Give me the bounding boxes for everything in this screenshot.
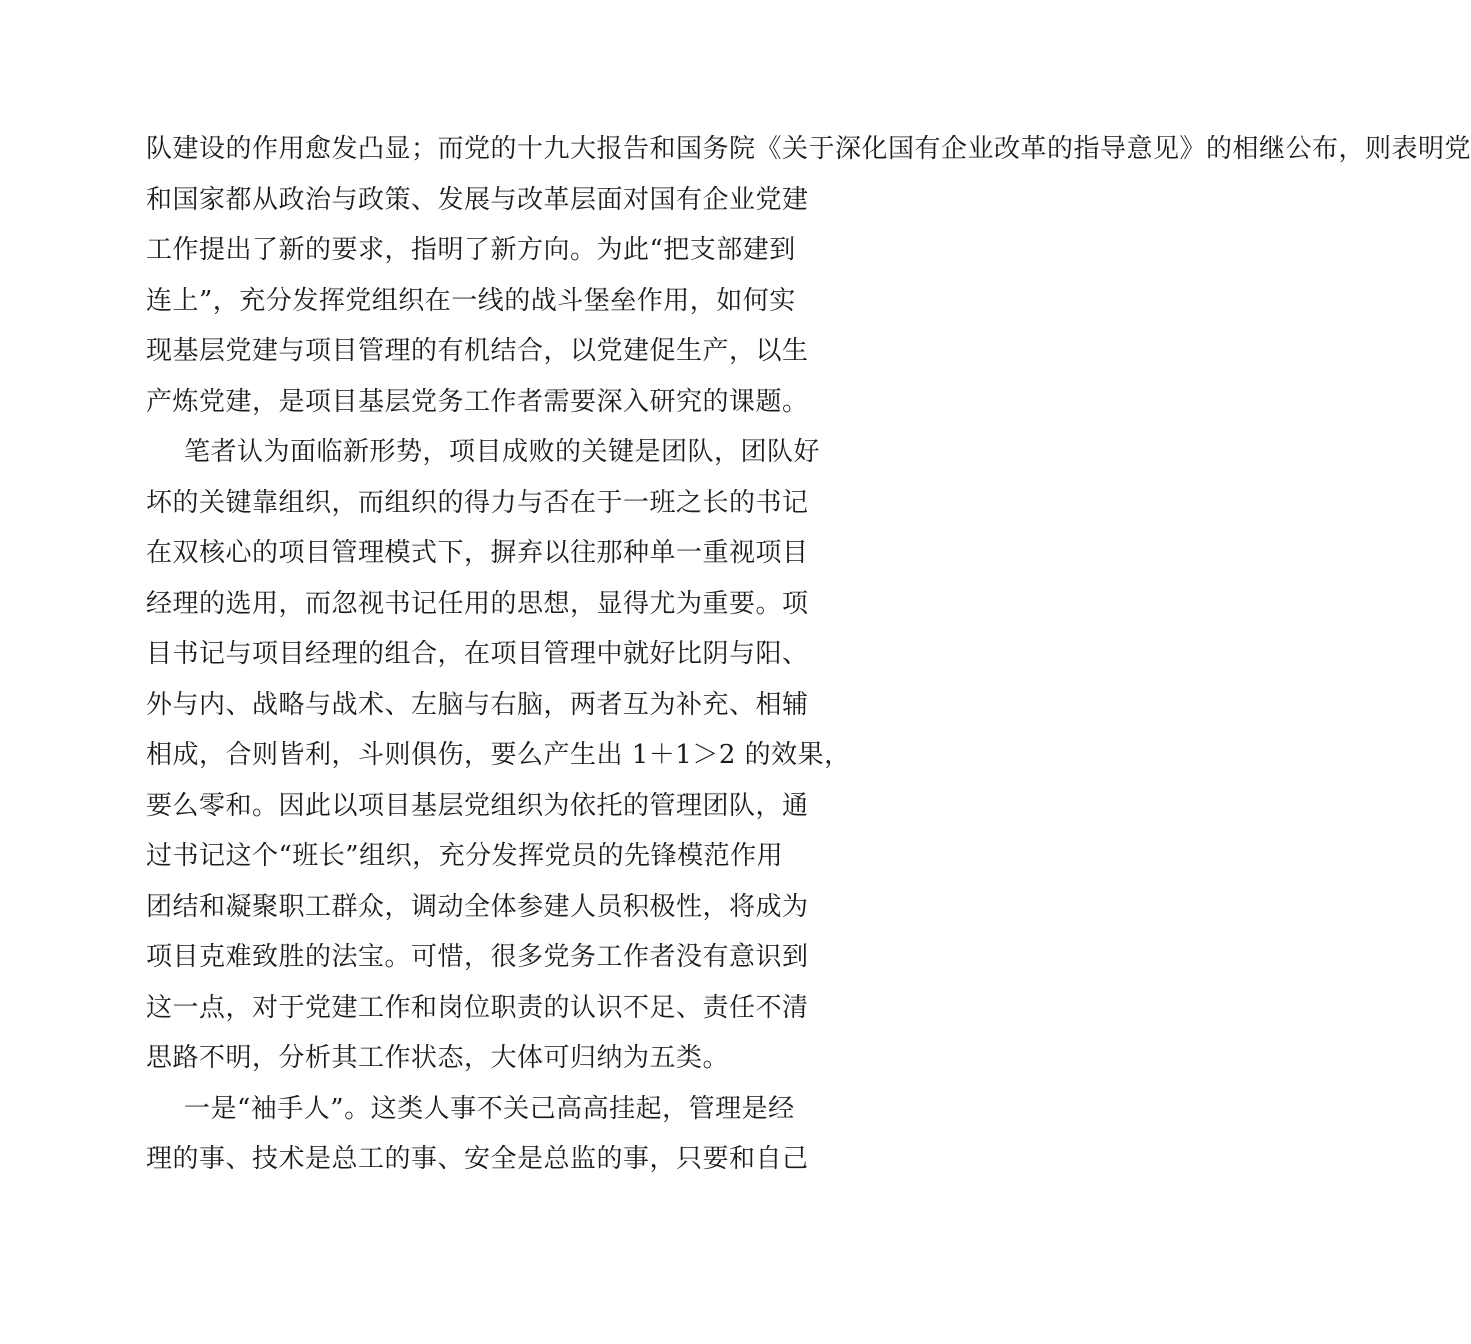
line-text: 相成，合则皆利，斗则俱伤，要么产生出 1＋1＞2 的效果，	[146, 740, 851, 770]
line-text: 现基层党建与项目管理的有机结合，以党建促生产，以生	[146, 336, 809, 366]
line-text: 连上”，充分发挥党组织在一线的战斗堡垒作用，如何实	[146, 285, 796, 316]
text-line	[146, 938, 816, 989]
text-line	[146, 1039, 816, 1090]
text-line	[146, 332, 816, 383]
line-text: 一是“袖手人”。这类人事不关己高高挂起，管理是经	[184, 1093, 795, 1124]
text-line	[146, 534, 816, 585]
line-text: 工作提出了新的要求，指明了新方向。为此“把支部建到	[146, 235, 796, 265]
text-line	[146, 1140, 816, 1191]
paragraph-start-line	[146, 1090, 816, 1141]
line-text: 这一点，对于党建工作和岗位职责的认识不足、责任不清	[146, 992, 809, 1023]
text-line	[146, 282, 816, 333]
text-line	[146, 989, 816, 1040]
line-text: 经理的选用，而忽视书记任用的思想，显得尤为重要。项	[146, 588, 809, 619]
text-line	[146, 231, 816, 282]
line-text: 项目克难致胜的法宝。可惜，很多党务工作者没有意识到	[146, 942, 809, 972]
text-line	[146, 787, 816, 838]
line-text: 团结和凝聚职工群众，调动全体参建人员积极性，将成为	[146, 891, 809, 922]
text-line	[146, 635, 816, 686]
text-line	[146, 585, 816, 636]
text-line	[146, 383, 816, 434]
line-text: 产炼党建，是项目基层党务工作者需要深入研究的课题。	[146, 386, 809, 417]
line-text: 坏的关键靠组织，而组织的得力与否在于一班之长的书记	[146, 487, 809, 518]
line-text: 理的事、技术是总工的事、安全是总监的事，只要和自己	[146, 1144, 809, 1174]
text-line	[146, 686, 816, 737]
body-text	[146, 130, 1471, 1191]
text-line	[146, 888, 816, 939]
text-line	[146, 837, 816, 888]
text-line	[146, 484, 816, 535]
text-line	[146, 181, 816, 232]
line-text: 在双核心的项目管理模式下，摒弃以往那种单一重视项目	[146, 538, 809, 568]
paragraph-start-line	[146, 433, 821, 484]
text-line	[146, 130, 1471, 181]
line-text: 和国家都从政治与政策、发展与改革层面对国有企业党建	[146, 184, 809, 215]
line-text: 笔者认为面临新形势，项目成败的关键是团队，团队好	[184, 437, 821, 467]
line-text: 外与内、战略与战术、左脑与右脑，两者互为补充、相辅	[146, 689, 809, 720]
line-text: 思路不明，分析其工作状态，大体可归纳为五类。	[146, 1043, 730, 1073]
text-line	[146, 736, 851, 787]
line-text: 要么零和。因此以项目基层党组织为依托的管理团队，通	[146, 790, 809, 821]
line-text: 目书记与项目经理的组合，在项目管理中就好比阴与阳、	[146, 639, 809, 669]
line-text: 队建设的作用愈发凸显；而党的十九大报告和国务院《关于深化国有企业改革的指导意见》的相继公布，则表明党	[146, 134, 1471, 164]
line-text: 过书记这个“班长”组织，充分发挥党员的先锋模范作用	[146, 841, 784, 871]
